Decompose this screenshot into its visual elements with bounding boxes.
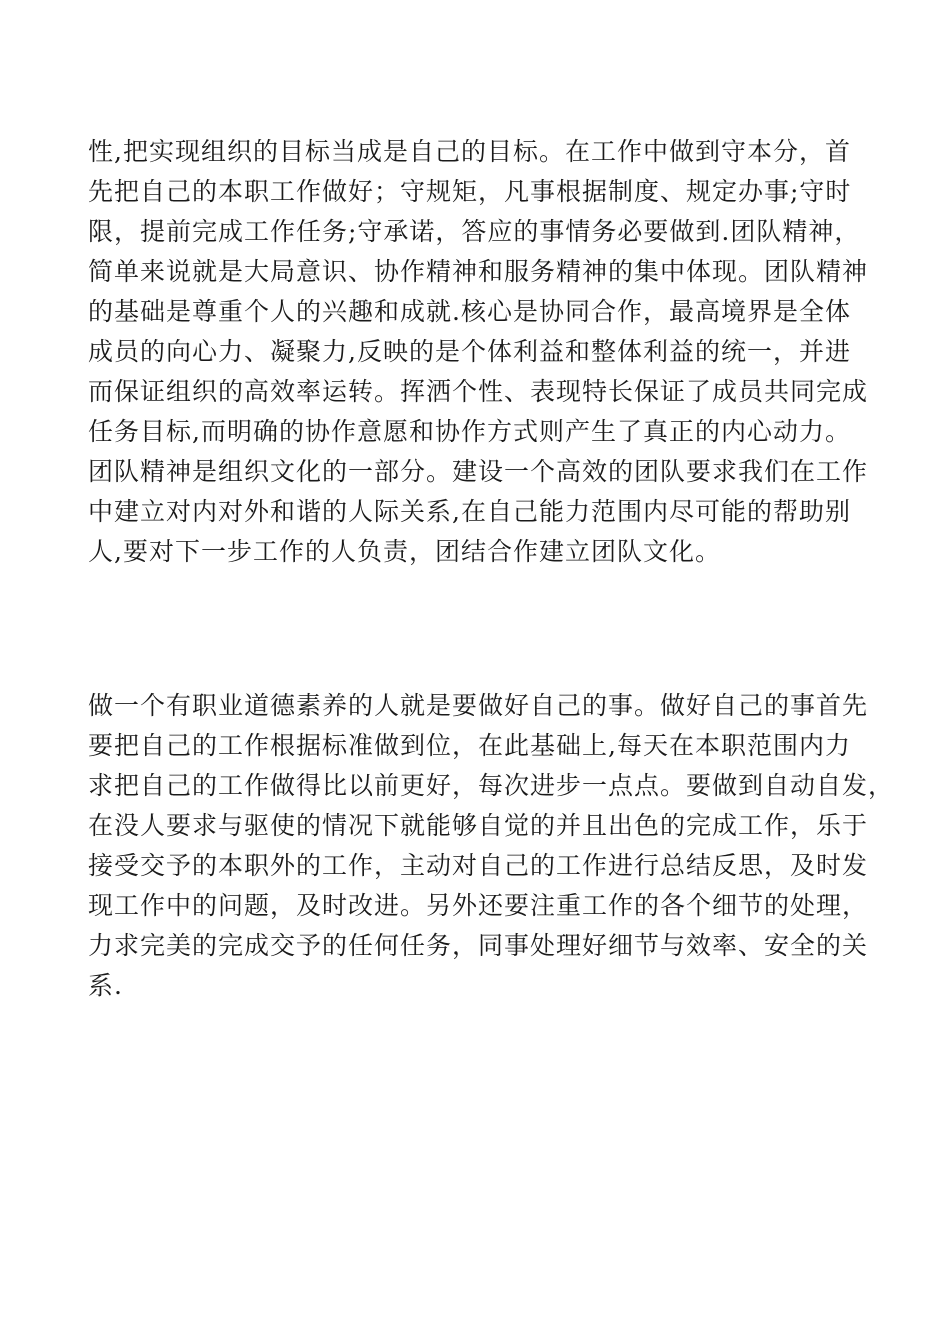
text-line: 而保证组织的高效率运转。挥洒个性、表现特长保证了成员共同完成 <box>88 377 869 406</box>
text-line: 人,要对下一步工作的人负责，团结合作建立团队文化。 <box>88 537 721 566</box>
text-line: 要把自己的工作根据标准做到位，在此基础上,每天在本职范围内力 <box>88 731 851 760</box>
text-line: 中建立对内对外和谐的人际关系,在自己能力范围内尽可能的帮助别 <box>88 497 851 526</box>
text-line: 在没人要求与驱使的情况下就能够自觉的并且出色的完成工作，乐于 <box>88 811 869 840</box>
text-line: 先把自己的本职工作做好；守规矩，凡事根据制度、规定办事;守时 <box>88 177 852 206</box>
paragraph-professional-ethics <box>88 686 895 1006</box>
text-line: 系. <box>88 971 123 1000</box>
text-line: 团队精神是组织文化的一部分。建设一个高效的团队要求我们在工作 <box>88 457 869 486</box>
text-line: 现工作中的问题，及时改进。另外还要注重工作的各个细节的处理， <box>88 891 869 920</box>
text-line: 力求完美的完成交予的任何任务，同事处理好细节与效率、安全的关 <box>88 931 869 960</box>
text-line: 性,把实现组织的目标当成是自己的目标。在工作中做到守本分，首 <box>88 137 851 166</box>
text-line: 做一个有职业道德素养的人就是要做好自己的事。做好自己的事首先 <box>88 691 869 720</box>
text-line: 任务目标,而明确的协作意愿和协作方式则产生了真正的内心动力。 <box>88 417 851 446</box>
text-line: 限，提前完成工作任务;守承诺，答应的事情务必要做到.团队精神， <box>88 217 861 246</box>
paragraph-teamwork <box>88 132 868 572</box>
text-line: 成员的向心力、凝聚力,反映的是个体利益和整体利益的统一，并进 <box>88 337 851 366</box>
text-line: 简单来说就是大局意识、协作精神和服务精神的集中体现。团队精神 <box>88 257 869 286</box>
text-line: 的基础是尊重个人的兴趣和成就.核心是协同合作，最高境界是全体 <box>88 297 851 326</box>
text-line: 接受交予的本职外的工作，主动对自己的工作进行总结反思，及时发 <box>88 851 869 880</box>
text-line: 求把自己的工作做得比以前更好，每次进步一点点。要做到自动自发， <box>88 771 895 800</box>
